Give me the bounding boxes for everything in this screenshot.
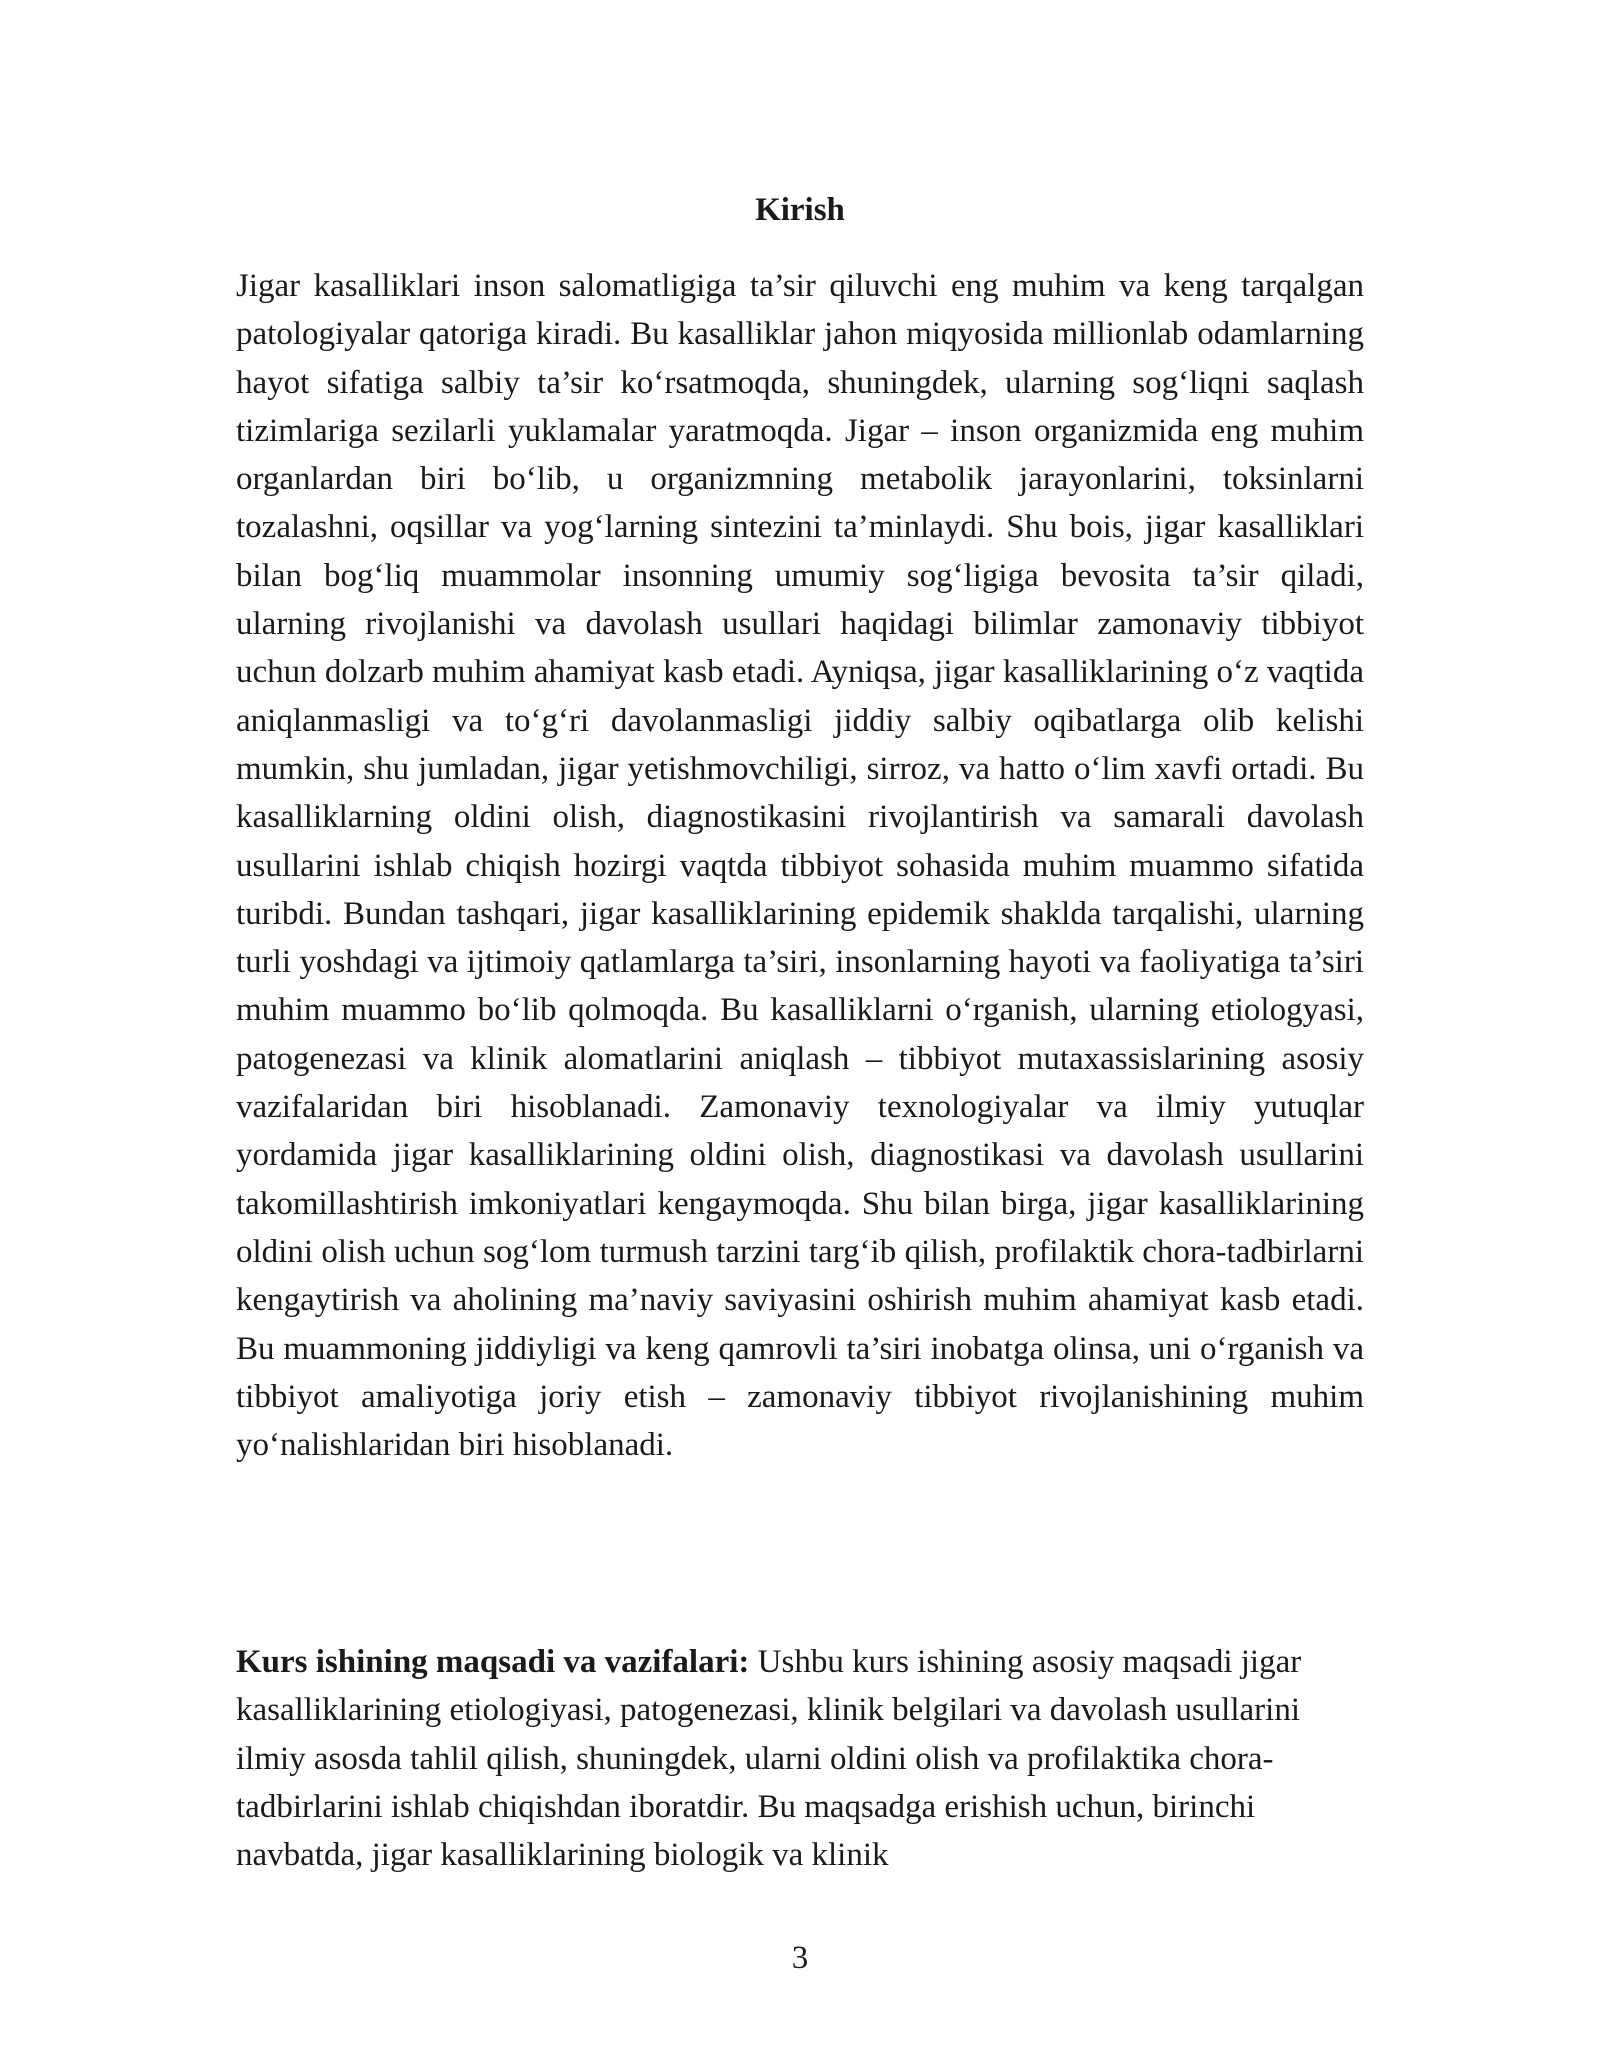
page-number: 3 (791, 1940, 809, 1976)
section-paragraph (236, 1638, 1364, 1879)
section-heading: Kurs ishining maqsadi va vazifalari: (236, 1644, 750, 1680)
section-text: Ushbu kurs ishining asosiy maqsadi jigar kasalliklarining etiologiyasi, patogenezasi, klinik belgilari va davolash usullarini ilmiy asosda tahlil qilish, shuningdek, ularni oldini olish va profilaktika chora-tadbirlarini ishlab chiqishdan iboratdir. Bu maqsadga erishish uchun, birinchi navbatda, jigar kasalliklarining biologik va klinik (236, 1644, 1302, 1874)
page-title: Kirish (755, 192, 845, 228)
intro-paragraph: Jigar kasalliklari inson salomatligiga ta’sir qiluvchi eng muhim va keng tarqalgan patologiyalar qatoriga kiradi. Bu kasalliklar jahon miqyosida millionlab odamlarning hayot sifatiga salbiy ta’sir ko‘rsatmoqda, shuningdek, ularning sog‘liqni saqlash tizimlariga sezilarli yuklamalar yaratmoqda. Jigar – inson organizmida eng muhim organlardan biri bo‘lib, u organizmning metabolik jarayonlarini, toksinlarni tozalashni, oqsillar va yog‘larning sintezini ta’minlaydi. Shu bois, jigar kasalliklari bilan bog‘liq muammolar insonning umumiy sog‘ligiga bevosita ta’sir qiladi, ularning rivojlanishi va davolash usullari haqidagi bilimlar zamonaviy tibbiyot uchun dolzarb muhim ahamiyat kasb etadi. Ayniqsa, jigar kasalliklarining o‘z vaqtida aniqlanmasligi va to‘g‘ri davolanmasligi jiddiy salbiy oqibatlarga olib kelishi mumkin, shu jumladan, jigar yetishmovchiligi, sirroz, va hatto o‘lim xavfi ortadi. Bu kasalliklarning oldini olish, diagnostikasini rivojlantirish va samarali davolash usullarini ishlab chiqish hozirgi vaqtda tibbiyot sohasida muhim muammo sifatida turibdi. Bundan tashqari, jigar kasalliklarining epidemik shaklda tarqalishi, ularning turli yoshdagi va ijtimoiy qatlamlarga ta’siri, insonlarning hayoti va faoliyatiga ta’siri muhim muammo bo‘lib qolmoqda. Bu kasalliklarni o‘rganish, ularning etiologyasi, patogenezasi va klinik alomatlarini aniqlash – tibbiyot mutaxassislarining asosiy vazifalaridan biri hisoblanadi. Zamonaviy texnologiyalar va ilmiy yutuqlar yordamida jigar kasalliklarining oldini olish, diagnostikasi va davolash usullarini takomillashtirish imkoniyatlari kengaymoqda. Shu bilan birga, jigar kasalliklarining oldini olish uchun sog‘lom turmush tarzini targ‘ib qilish, profilaktik chora-tadbirlarni kengaytirish va aholining ma’naviy saviyasini oshirish muhim ahamiyat kasb etadi. Bu muammoning jiddiyligi va keng qamrovli ta’siri inobatga olinsa, uni o‘rganish va tibbiyot amaliyotiga joriy etish – zamonaviy tibbiyot rivojlanishining muhim yo‘nalishlaridan biri hisoblanadi. (236, 268, 1364, 1464)
